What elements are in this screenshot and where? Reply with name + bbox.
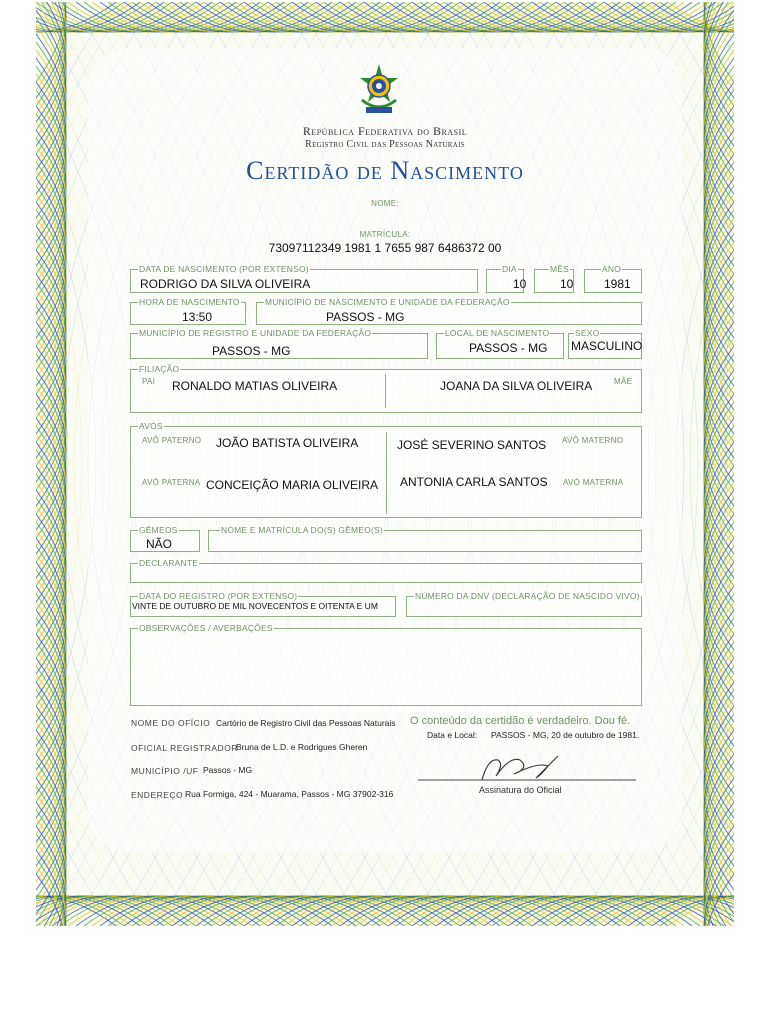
birth-municipality-label: MUNICÍPIO DE NASCIMENTO E UNIDADE DA FEDERAÇÃO	[265, 297, 510, 307]
twins-value: NÃO	[146, 537, 173, 551]
grandparents-label: AVÓS	[139, 421, 163, 431]
office-value: Cartório de Registro Civil das Pessoas Naturais	[216, 718, 396, 728]
maternal-grandmother-label: AVÓ MATERNA	[563, 478, 624, 487]
date-place-label: Data e Local:	[427, 730, 478, 740]
registrar-value: Bruna de L.D. e Rodrigues Gheren	[236, 742, 368, 752]
signature-caption: Assinatura do Oficial	[479, 785, 562, 795]
birth-place-label: LOCAL DE NASCIMENTO	[445, 328, 550, 338]
maternal-grandfather-name: JOSÉ SEVERINO SANTOS	[397, 438, 547, 452]
registry-heading: Registro Civil das Pessoas Naturais	[305, 139, 465, 150]
parents-divider	[385, 374, 386, 408]
birth-hour-value: 13:50	[182, 310, 213, 324]
paternal-grandfather-name: JOÃO BATISTA OLIVEIRA	[216, 436, 359, 450]
father-label: PAI	[142, 377, 156, 386]
declarant-field	[130, 563, 642, 583]
paternal-grandmother-name: CONCEIÇÃO MARIA OLIVEIRA	[206, 478, 379, 492]
declarant-label: DECLARANTE	[139, 558, 199, 568]
coat-of-arms-icon	[356, 62, 402, 118]
sex-label: SEXO	[575, 328, 600, 338]
mother-label: MÃE	[614, 377, 633, 386]
year-label: ANO	[602, 264, 622, 274]
registry-municipality-label: MUNICÍPIO DE REGISTRO E UNIDADE DA FEDERAÇÃO	[139, 328, 372, 338]
month-value: 10	[560, 277, 574, 291]
birth-place-value: PASSOS - MG	[469, 341, 548, 355]
father-name: RONALDO MATIAS OLIVEIRA	[172, 379, 338, 393]
dnv-label: NÚMERO DA DNV (DECLARAÇÃO DE NASCIDO VIVO)	[415, 591, 640, 601]
registry-municipality-value: PASSOS - MG	[212, 344, 291, 358]
birth-date-label: DATA DE NASCIMENTO (POR EXTENSO)	[139, 264, 309, 274]
birth-certificate	[36, 2, 734, 926]
mother-name: JOANA DA SILVA OLIVEIRA	[440, 379, 593, 393]
month-label: MÊS	[550, 264, 570, 274]
maternal-grandmother-name: ANTONIA CARLA SANTOS	[400, 475, 548, 489]
day-label: DIA	[502, 264, 517, 274]
matricula-value: 73097112349 1981 1 7655 987 6486372 00	[268, 241, 502, 255]
registration-date-value: VINTE DE OUTUBRO DE MIL NOVECENTOS E OITENTA E UM	[132, 601, 378, 611]
parents-label: FILIAÇÃO	[139, 364, 180, 374]
matricula-label: MATRÍCULA:	[359, 230, 411, 239]
municipality-uf-label: MUNICÍPIO /UF	[131, 766, 199, 776]
certificate-title: Certidão de Nascimento	[246, 156, 524, 185]
sex-value: MASCULINO	[571, 339, 643, 353]
grandparents-divider	[386, 432, 387, 514]
observations-field	[130, 628, 642, 706]
registrar-label: OFICIAL REGISTRADOR	[131, 743, 238, 753]
office-label: NOME DO OFÍCIO	[131, 718, 211, 728]
registrant-name: RODRIGO DA SILVA OLIVEIRA	[140, 277, 311, 291]
address-label: ENDEREÇO	[131, 790, 184, 800]
paternal-grandmother-label: AVÓ PATERNA	[142, 478, 201, 487]
birth-municipality-value: PASSOS - MG	[326, 310, 405, 324]
paternal-grandfather-label: AVÔ PATERNO	[142, 436, 202, 445]
day-value: 10	[513, 277, 527, 291]
municipality-uf-value: Passos - MG	[203, 765, 253, 775]
birth-hour-label: HORA DE NASCIMENTO	[139, 297, 240, 307]
republic-heading: República Federativa do Brasil	[302, 124, 468, 138]
maternal-grandfather-label: AVÔ MATERNO	[562, 436, 624, 445]
registration-date-label: DATA DO REGISTRO (POR EXTENSO)	[139, 591, 298, 601]
address-value: Rua Formiga, 424 - Muarama, Passos - MG 37902-316	[185, 789, 394, 799]
true-content-statement: O conteúdo da certidão é verdadeiro. Dou fé.	[410, 715, 631, 727]
observations-label: OBSERVAÇÕES / AVERBAÇÕES	[139, 623, 273, 633]
date-place-value: PASSOS - MG, 20 de outubro de 1981.	[491, 730, 640, 740]
year-value: 1981	[604, 277, 631, 291]
nome-label: NOME:	[371, 199, 399, 208]
signature-mark	[418, 750, 638, 786]
twins-name-label: NOME E MATRÍCULA DO(S) GÊMEO(S)	[221, 525, 383, 535]
twins-label: GÊMEOS	[139, 525, 178, 535]
